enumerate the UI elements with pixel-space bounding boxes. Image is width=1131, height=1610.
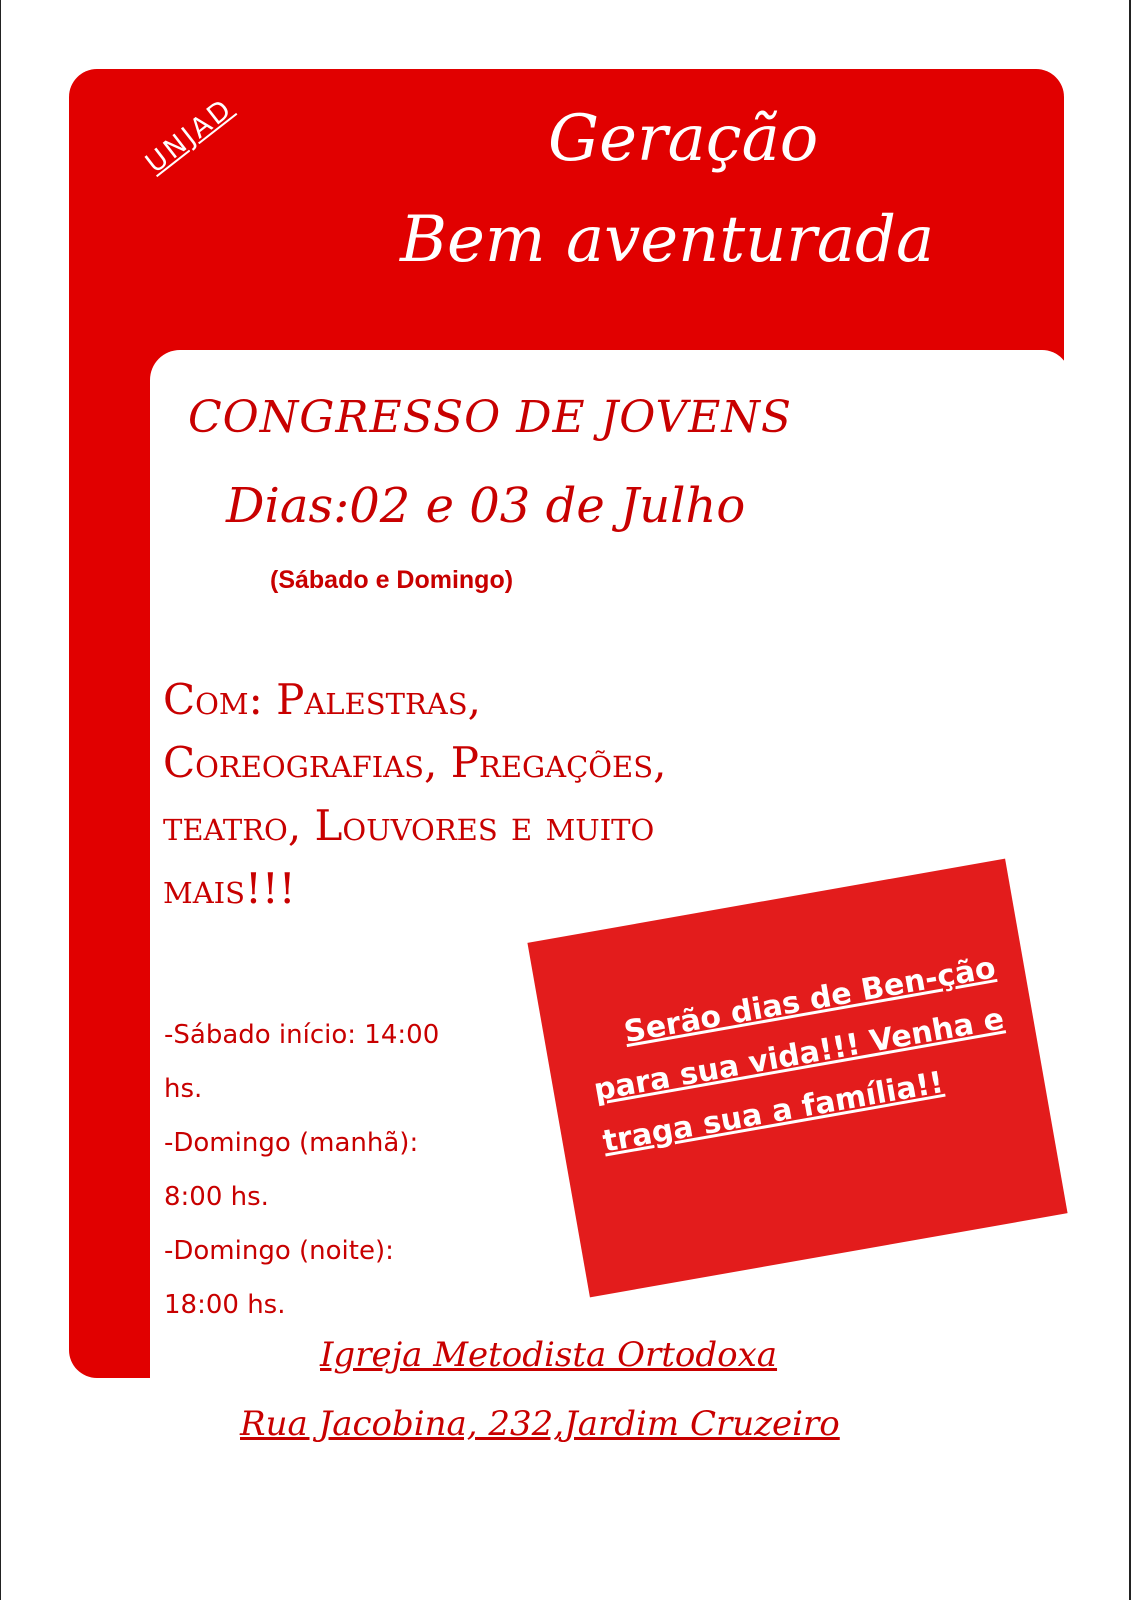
activities-line: teatro, Louvores e muito [163,801,655,850]
church-name: Igreja Metodista Ortodoxa [320,1335,778,1375]
schedule-line: -Domingo (manhã): [164,1128,419,1158]
activities-line: Com: Palestras, [163,675,481,724]
schedule-list [164,1008,524,1332]
title-line-2: Bem aventurada [400,203,935,277]
schedule-line: 8:00 hs. [164,1182,269,1212]
schedule-line: hs. [164,1074,203,1104]
schedule-line: -Sábado início: 14:00 [164,1020,440,1050]
promo-text: Serão dias de Ben-ção para sua vida!!! Venha e traga sua a família!! [591,950,1007,1160]
activities-line: mais!!! [163,864,296,913]
activities-line: Coreografias, Pregações, [163,738,667,787]
activities-list [163,668,903,920]
title-line-1: Geração [548,102,819,176]
church-address: Rua Jacobina, 232,Jardim Cruzeiro [240,1404,840,1444]
unjad-badge: UNJAD [140,92,240,180]
page-border-left [0,0,1,1600]
event-dates: Dias:02 e 03 de Julho [226,478,746,534]
schedule-line: -Domingo (noite): [164,1236,394,1266]
event-weekdays: (Sábado e Domingo) [270,566,514,594]
schedule-line: 18:00 hs. [164,1290,286,1320]
event-name: CONGRESSO DE JOVENS [188,392,793,443]
